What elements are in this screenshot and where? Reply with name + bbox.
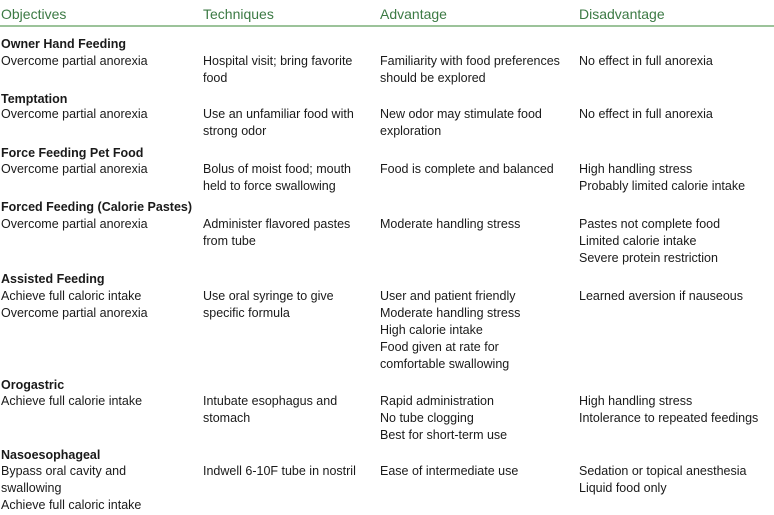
cell-line: Moderate handling stress <box>380 217 521 231</box>
disadvantage-cell <box>579 53 771 70</box>
cell-line: Overcome partial anorexia <box>1 162 148 176</box>
advantage-cell <box>380 393 570 444</box>
cell-line: High handling stress <box>579 394 693 408</box>
cell-line: stomach <box>203 411 251 425</box>
cell-line: Administer flavored pastes <box>203 217 351 231</box>
row-title: Nasoesophageal <box>1 448 101 462</box>
cell-line: Bolus of moist food; mouth <box>203 162 351 176</box>
cell-line: Severe protein restriction <box>579 251 718 265</box>
cell-line: User and patient friendly <box>380 289 516 303</box>
advantage-cell <box>380 161 570 178</box>
cell-line: exploration <box>380 124 442 138</box>
cell-line: No tube clogging <box>380 411 474 425</box>
technique-cell <box>203 53 371 87</box>
cell-line: Liquid food only <box>579 481 667 495</box>
technique-cell <box>203 288 371 322</box>
cell-line: Rapid administration <box>380 394 494 408</box>
cell-line: Limited calorie intake <box>579 234 697 248</box>
cell-line: Sedation or topical anesthesia <box>579 464 747 478</box>
row-title: Orogastric <box>1 378 65 392</box>
row-title: Forced Feeding (Calorie Pastes) <box>1 200 193 214</box>
row-title: Temptation <box>1 92 68 106</box>
row-title: Assisted Feeding <box>1 272 105 286</box>
cell-line: Use an unfamiliar food with <box>203 107 354 121</box>
header-techniques: Techniques <box>203 6 274 22</box>
cell-line: Food given at rate for <box>380 340 499 354</box>
cell-line: Indwell 6-10F tube in nostril <box>203 464 356 478</box>
objective-cell <box>1 216 196 233</box>
advantage-cell <box>380 288 570 373</box>
cell-line: Overcome partial anorexia <box>1 54 148 68</box>
cell-line: specific formula <box>203 306 290 320</box>
advantage-cell <box>380 106 570 140</box>
disadvantage-cell <box>579 161 771 195</box>
technique-cell <box>203 216 371 250</box>
objective-cell <box>1 161 196 178</box>
header-objectives: Objectives <box>1 6 67 22</box>
disadvantage-cell <box>579 463 771 497</box>
objective-cell <box>1 463 196 514</box>
advantage-cell <box>380 463 570 480</box>
disadvantage-cell <box>579 106 771 123</box>
table-header <box>0 0 774 27</box>
cell-line: comfortable swallowing <box>380 357 510 371</box>
technique-cell <box>203 106 371 140</box>
advantage-cell <box>380 216 570 233</box>
cell-line: No effect in full anorexia <box>579 54 713 68</box>
cell-line: High handling stress <box>579 162 693 176</box>
row-title: Force Feeding Pet Food <box>1 146 144 160</box>
cell-line: from tube <box>203 234 256 248</box>
cell-line: swallowing <box>1 481 62 495</box>
cell-line: Familiarity with food preferences <box>380 54 560 68</box>
cell-line: New odor may stimulate food <box>380 107 542 121</box>
cell-line: Learned aversion if nauseous <box>579 289 744 303</box>
cell-line: Food is complete and balanced <box>380 162 554 176</box>
cell-line: Bypass oral cavity and <box>1 464 127 478</box>
cell-line: Moderate handling stress <box>380 306 521 320</box>
cell-line: Overcome partial anorexia <box>1 217 148 231</box>
technique-cell <box>203 161 371 195</box>
disadvantage-cell <box>579 288 771 305</box>
technique-cell <box>203 463 371 480</box>
cell-line: High calorie intake <box>380 323 483 337</box>
cell-line: Hospital visit; bring favorite <box>203 54 353 68</box>
cell-line: Best for short-term use <box>380 428 508 442</box>
row-title: Owner Hand Feeding <box>1 37 127 51</box>
cell-line: food <box>203 71 228 85</box>
cell-line: Use oral syringe to give <box>203 289 334 303</box>
cell-line: Overcome partial anorexia <box>1 107 148 121</box>
objective-cell <box>1 393 196 410</box>
cell-line: Intubate esophagus and <box>203 394 338 408</box>
cell-line: Achieve full caloric intake <box>1 289 142 303</box>
header-advantage: Advantage <box>380 6 447 22</box>
cell-line: Probably limited calorie intake <box>579 179 746 193</box>
header-disadvantage: Disadvantage <box>579 6 665 22</box>
cell-line: No effect in full anorexia <box>579 107 713 121</box>
cell-line: should be explored <box>380 71 486 85</box>
cell-line: Achieve full caloric intake <box>1 498 142 512</box>
objective-cell <box>1 53 196 70</box>
objective-cell <box>1 106 196 123</box>
cell-line: Overcome partial anorexia <box>1 306 148 320</box>
cell-line: Intolerance to repeated feedings <box>579 411 759 425</box>
disadvantage-cell <box>579 216 771 267</box>
cell-line: Pastes not complete food <box>579 217 721 231</box>
objective-cell <box>1 288 196 322</box>
disadvantage-cell <box>579 393 771 427</box>
cell-line: Ease of intermediate use <box>380 464 519 478</box>
cell-line: Achieve full calorie intake <box>1 394 143 408</box>
advantage-cell <box>380 53 570 87</box>
cell-line: strong odor <box>203 124 267 138</box>
technique-cell <box>203 393 371 427</box>
cell-line: held to force swallowing <box>203 179 336 193</box>
